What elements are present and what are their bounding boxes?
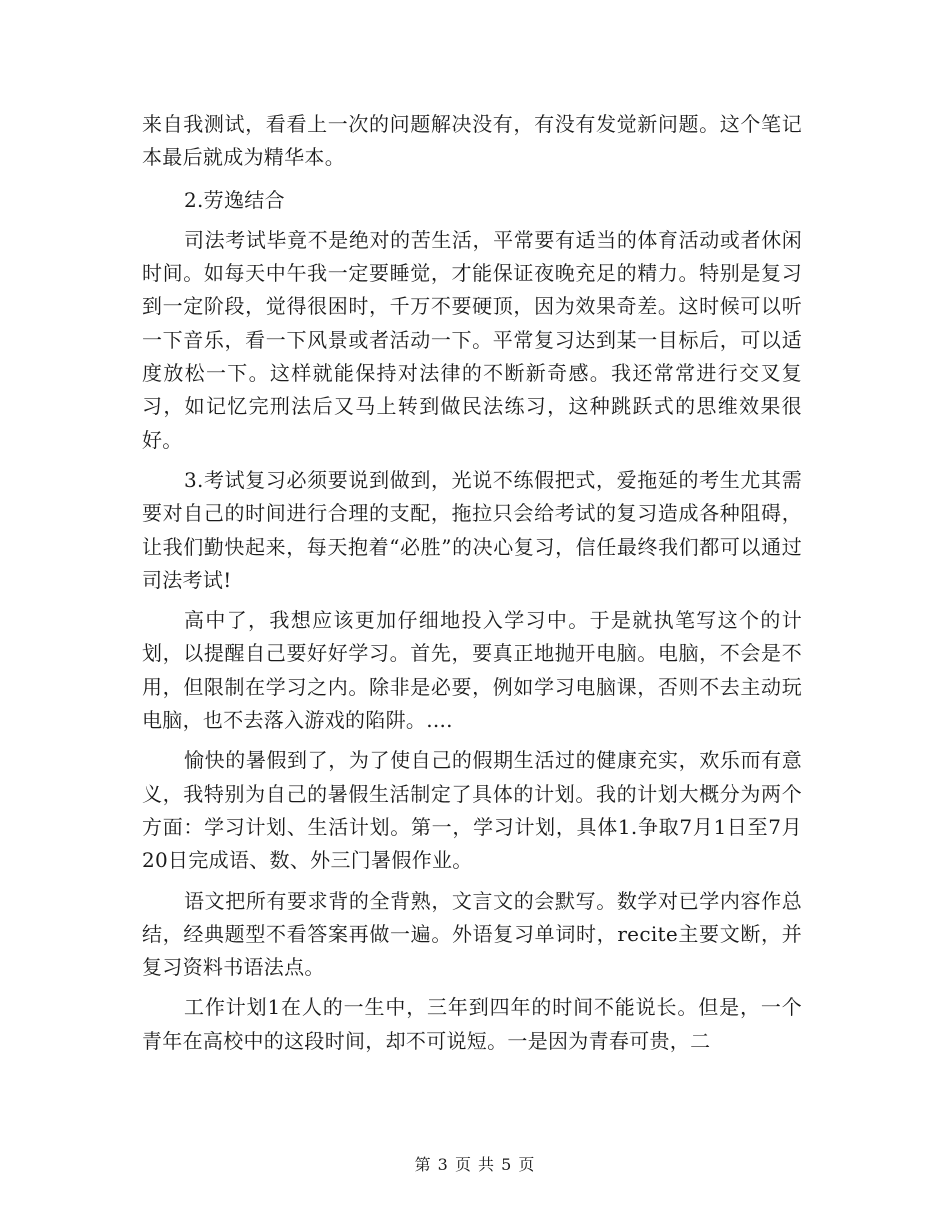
page-footer	[0, 1152, 950, 1175]
paragraph-continuation: 来自我测试，看看上一次的问题解决没有，有没有发觉新问题。这个笔记本最后就成为精华本。	[142, 112, 802, 170]
paragraph-subject-review: 语文把所有要求背的全背熟，文言文的会默写。数学对已学内容作总结，经典题型不看答案再做一遍。外语复习单词时，recite主要文断，并复习资料书语法点。	[142, 888, 802, 980]
paragraph-rest-balance: 司法考试毕竟不是绝对的苦生活，平常要有适当的体育活动或者休闲时间。如每天中午我一定要睡觉，才能保证夜晚充足的精力。特别是复习到一定阶段，觉得很困时，千万不要硬顶，因为效果奇差。这时候可以听一下音乐，看一下风景或者活动一下。平常复习达到某一目标后，可以适度放松一下。这样就能保持对法律的不断新奇感。我还常常进行交叉复习，如记忆完刑法后又马上转到做民法练习，这种跳跃式的思维效果很好。	[142, 227, 802, 452]
document-body	[142, 108, 802, 1058]
paragraph-summer-plan: 愉快的暑假到了，为了使自己的假期生活过的健康充实，欢乐而有意义，我特别为自己的暑假生活制定了具体的计划。我的计划大概分为两个方面：学习计划、生活计划。第一，学习计划，具体1.争取7月1日至7月20日完成语、数、外三门暑假作业。	[142, 748, 802, 873]
paragraph-exam-review: 3.考试复习必须要说到做到，光说不练假把式，爱拖延的考生尤其需要对自己的时间进行合理的支配，拖拉只会给考试的复习造成各种阻碍，让我们勤快起来，每天抱着“必胜”的决心复习，信任最终我们都可以通过司法考试!	[142, 467, 802, 592]
paragraph-high-school-plan: 高中了，我想应该更加仔细地投入学习中。于是就执笔写这个的计划，以提醒自己要好好学习。首先，要真正地抛开电脑。电脑，不会是不用，但限制在学习之内。除非是必要，例如学习电脑课，否则不去主动玩电脑，也不去落入游戏的陷阱。....	[142, 608, 802, 733]
page-number-label: 第 3 页 共 5 页	[414, 1155, 536, 1174]
paragraph-work-plan: 工作计划1在人的一生中，三年到四年的时间不能说长。但是，一个青年在高校中的这段时间，却不可说短。一是因为青春可贵，二	[142, 995, 802, 1053]
section-heading-rest-balance: 2.劳逸结合	[184, 187, 285, 212]
